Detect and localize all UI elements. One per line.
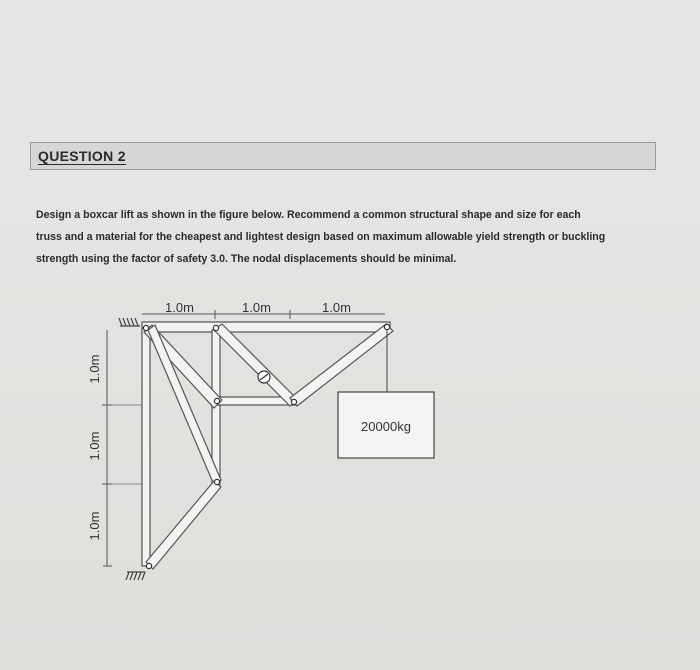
- joint: [384, 324, 389, 329]
- hatch: [134, 572, 137, 580]
- member-top-chord: [142, 322, 390, 332]
- question-line: truss and a material for the cheapest and lightest design based on maximum allowable yield strength or buckling: [36, 231, 606, 243]
- question-line: Design a boxcar lift as shown in the figure below. Recommend a common structural shape and size for each: [36, 209, 581, 221]
- load-label: 20000kg: [361, 419, 411, 434]
- top-dimension-label: 1.0m: [242, 300, 271, 315]
- side-dimension-label: 1.0m: [87, 354, 102, 384]
- joint: [214, 479, 219, 484]
- member-diagonal-lower: [146, 481, 221, 569]
- ground-supports: [119, 318, 145, 580]
- hatch: [131, 318, 134, 326]
- hatch: [123, 318, 126, 326]
- hydraulic-actuator: [258, 371, 270, 383]
- side-dimension-label: 1.0m: [87, 511, 102, 541]
- joint: [291, 399, 296, 404]
- member-diagonal-middle: [214, 324, 298, 406]
- member-diagonal-long: [148, 325, 221, 485]
- joint: [214, 398, 219, 403]
- joint: [146, 563, 151, 568]
- hatch: [138, 572, 141, 580]
- hatch: [130, 572, 133, 580]
- hatch: [119, 318, 122, 326]
- joint: [213, 325, 218, 330]
- joint: [143, 325, 148, 330]
- question-line: strength using the factor of safety 3.0. The nodal displacements should be minimal.: [36, 253, 457, 265]
- question-title: QUESTION 2: [38, 148, 126, 164]
- member-left-vertical: [142, 328, 150, 566]
- hatch: [135, 318, 138, 326]
- hatch: [142, 572, 145, 580]
- hatch: [127, 318, 130, 326]
- top-dimension-label: 1.0m: [322, 300, 351, 315]
- side-dimension-label: 1.0m: [87, 431, 102, 461]
- top-dimension-label: 1.0m: [165, 300, 194, 315]
- hatch: [126, 572, 129, 580]
